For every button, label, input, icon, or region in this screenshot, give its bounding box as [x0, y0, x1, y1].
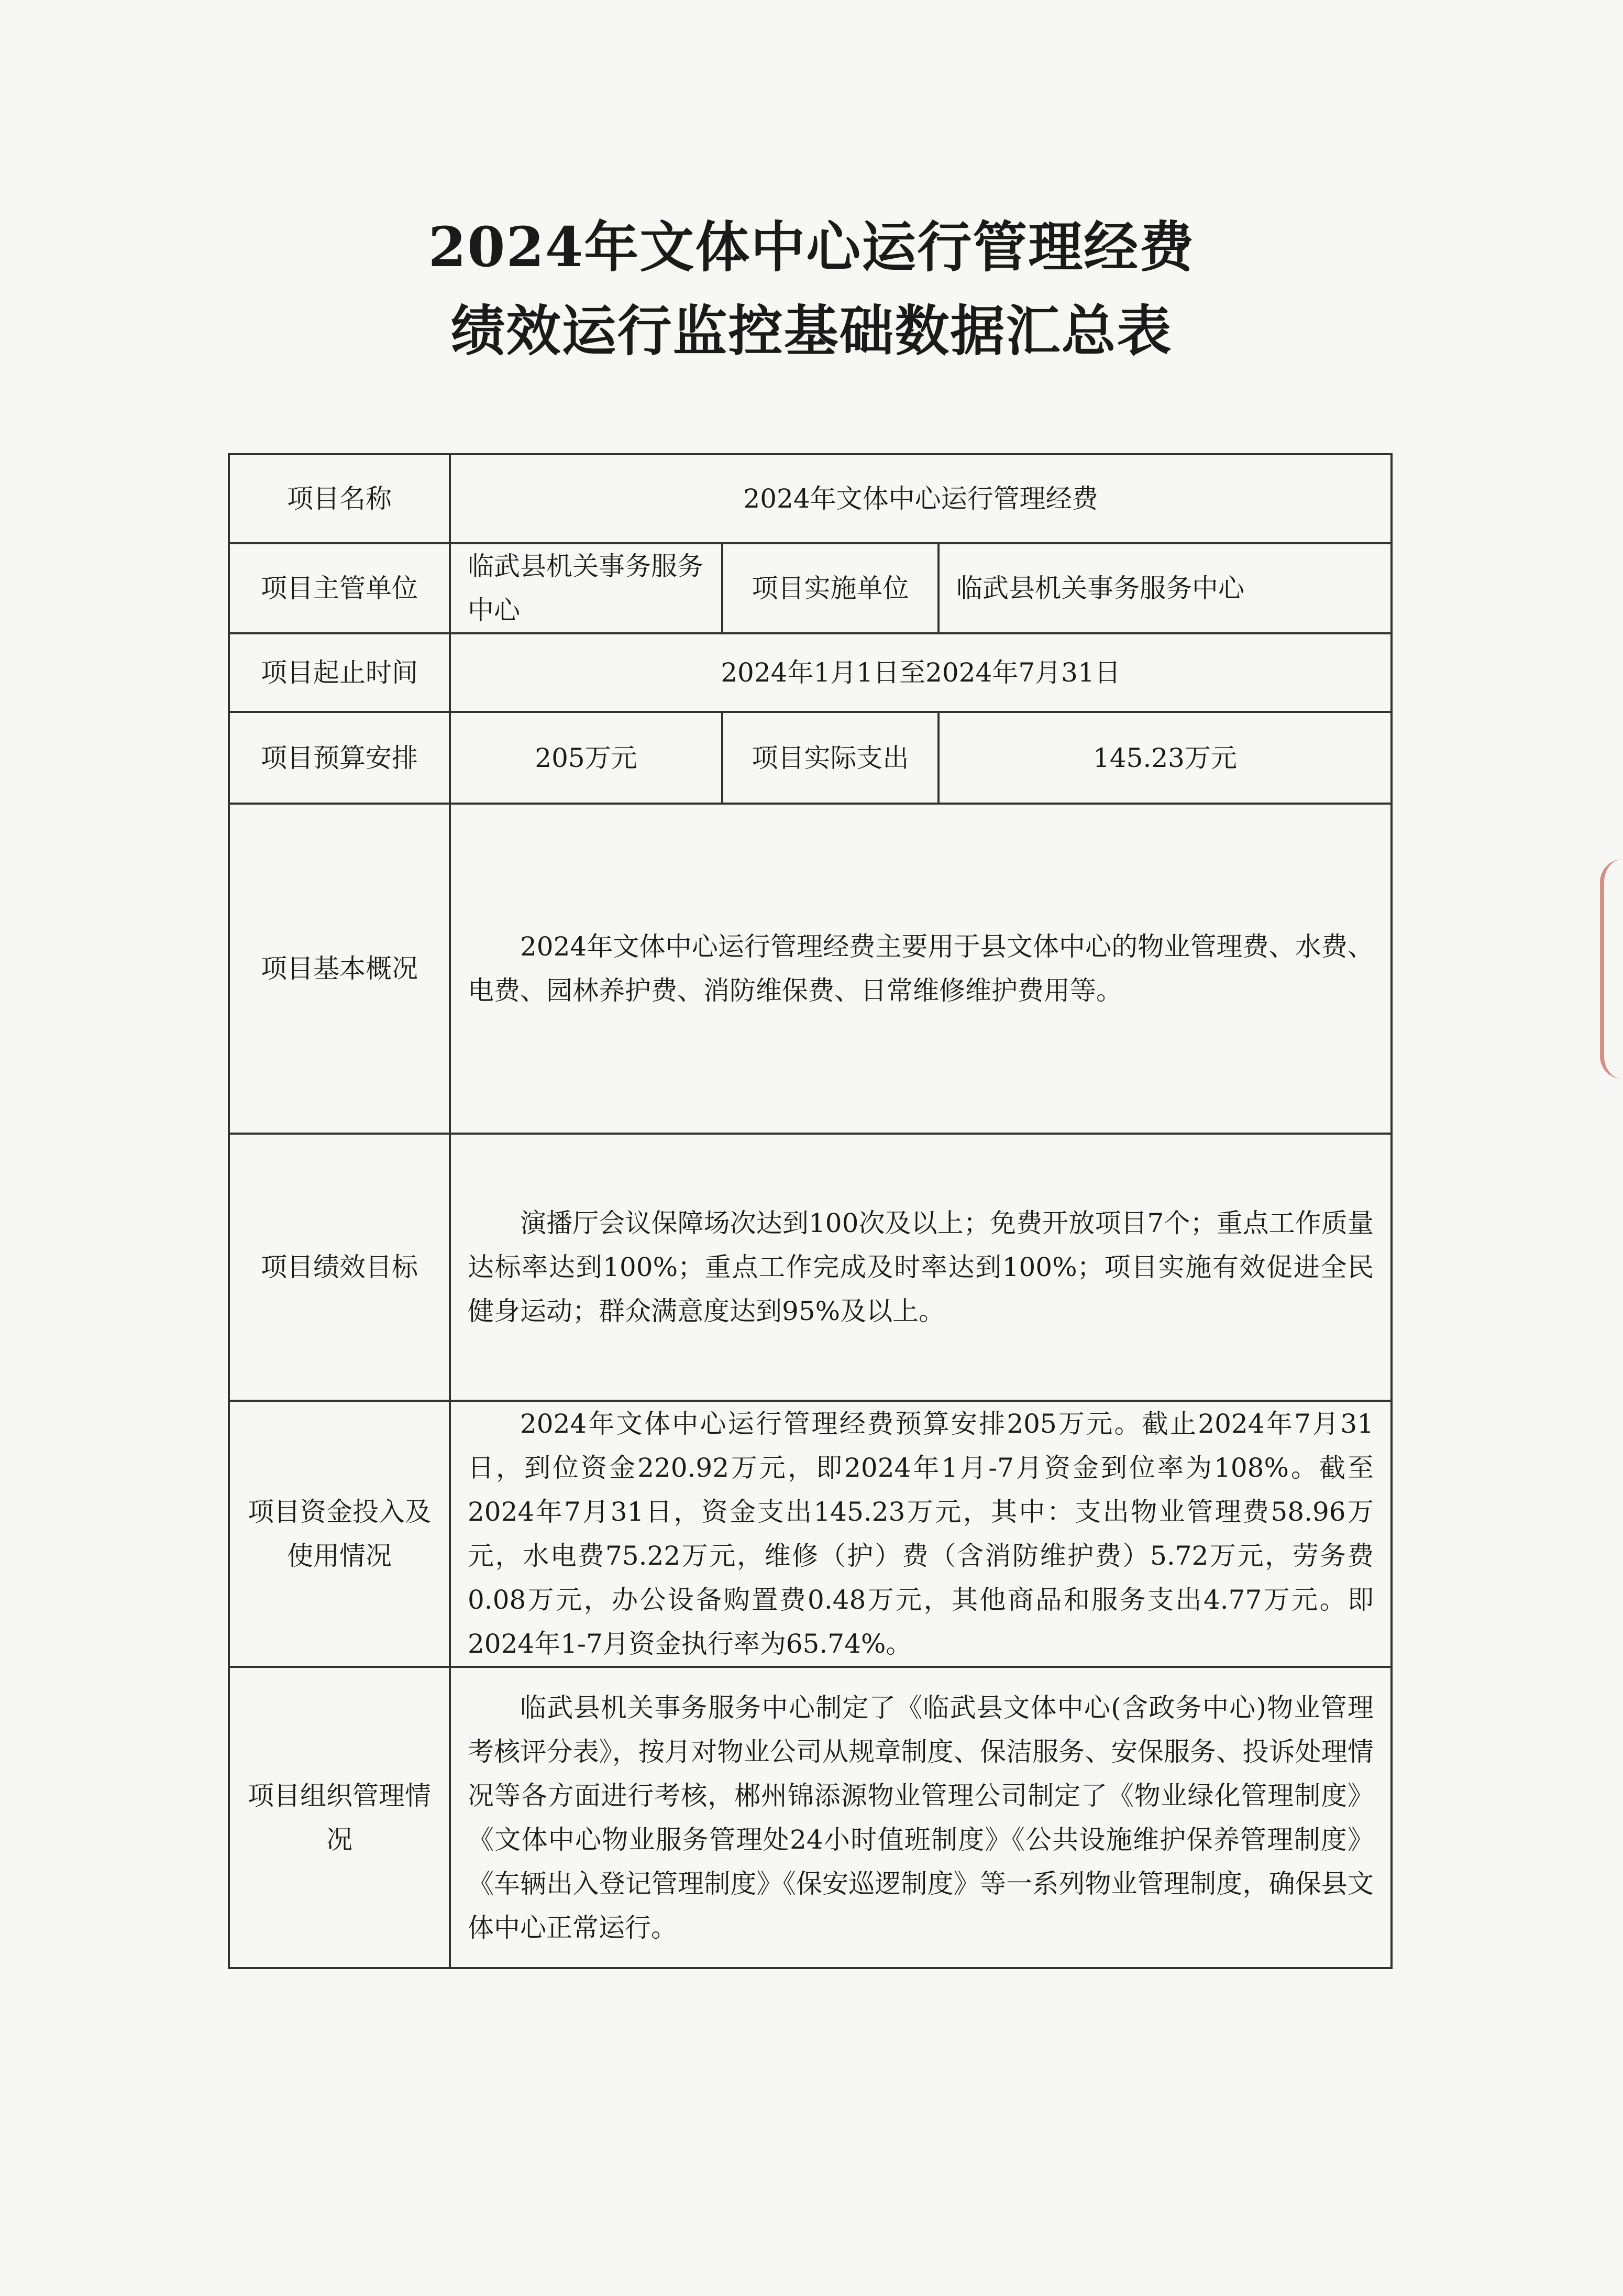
implementer-label: 项目实施单位: [722, 543, 939, 633]
goal-value: 演播厅会议保障场次达到100次及以上；免费开放项目7个；重点工作质量达标率达到100%；重点工作完成及时率达到100%；项目实施有效促进全民健身运动；群众满意度达到95%及以上。: [450, 1134, 1392, 1401]
period-label: 项目起止时间: [229, 633, 450, 712]
authority-value: 临武县机关事务服务中心: [450, 543, 722, 633]
table-row-organization: [229, 1667, 1392, 1968]
project-name-value: 2024年文体中心运行管理经费: [450, 454, 1392, 543]
overview-value: 2024年文体中心运行管理经费主要用于县文体中心的物业管理费、水费、电费、园林养护费、消防维保费、日常维修维护费用等。: [450, 804, 1392, 1134]
funds-value: 2024年文体中心运行管理经费预算安排205万元。截止2024年7月31日，到位资金220.92万元，即2024年1月-7月资金到位率为108%。截至2024年7月31日，资金支出145.23万元，其中：支出物业管理费58.96万元，水电费75.22万元，维修（护）费（含消防维护费）5.72万元，劳务费0.08万元，办公设备购置费0.48万元，其他商品和服务支出4.77万元。即2024年1-7月资金执行率为65.74%。: [450, 1401, 1392, 1667]
goal-label: 项目绩效目标: [229, 1134, 450, 1401]
budget-value: 205万元: [450, 712, 722, 804]
organization-label: 项目组织管理情况: [229, 1667, 450, 1968]
table-row-overview: [229, 804, 1392, 1134]
implementer-value: 临武县机关事务服务中心: [939, 543, 1392, 633]
table-row-goal: [229, 1134, 1392, 1401]
table-row-units: [229, 543, 1392, 633]
actual-label: 项目实际支出: [722, 712, 939, 804]
summary-table: [228, 453, 1393, 1969]
budget-label: 项目预算安排: [229, 712, 450, 804]
overview-label: 项目基本概况: [229, 804, 450, 1134]
document-title-line-1: 2024年文体中心运行管理经费: [428, 215, 1195, 279]
actual-value: 145.23万元: [939, 712, 1392, 804]
authority-label: 项目主管单位: [229, 543, 450, 633]
table-row-budget: [229, 712, 1392, 804]
document-title-line-2: 绩效运行监控基础数据汇总表: [450, 299, 1173, 363]
project-name-label: 项目名称: [229, 454, 450, 543]
table-row-funds: [229, 1401, 1392, 1667]
table-row-project-name: [229, 454, 1392, 543]
table-row-period: [229, 633, 1392, 712]
period-value: 2024年1月1日至2024年7月31日: [450, 633, 1392, 712]
funds-label: 项目资金投入及使用情况: [229, 1401, 450, 1667]
organization-value: 临武县机关事务服务中心制定了《临武县文体中心(含政务中心)物业管理考核评分表》，按月对物业公司从规章制度、保洁服务、安保服务、投诉处理情况等各方面进行考核，郴州锦添源物业管理公司制定了《物业绿化管理制度》《文体中心物业服务管理处24小时值班制度》《公共设施维护保养管理制度》《车辆出入登记管理制度》《保安巡逻制度》等一系列物业管理制度，确保县文体中心正常运行。: [450, 1667, 1392, 1968]
seal-edge-mark: [1600, 859, 1623, 1079]
